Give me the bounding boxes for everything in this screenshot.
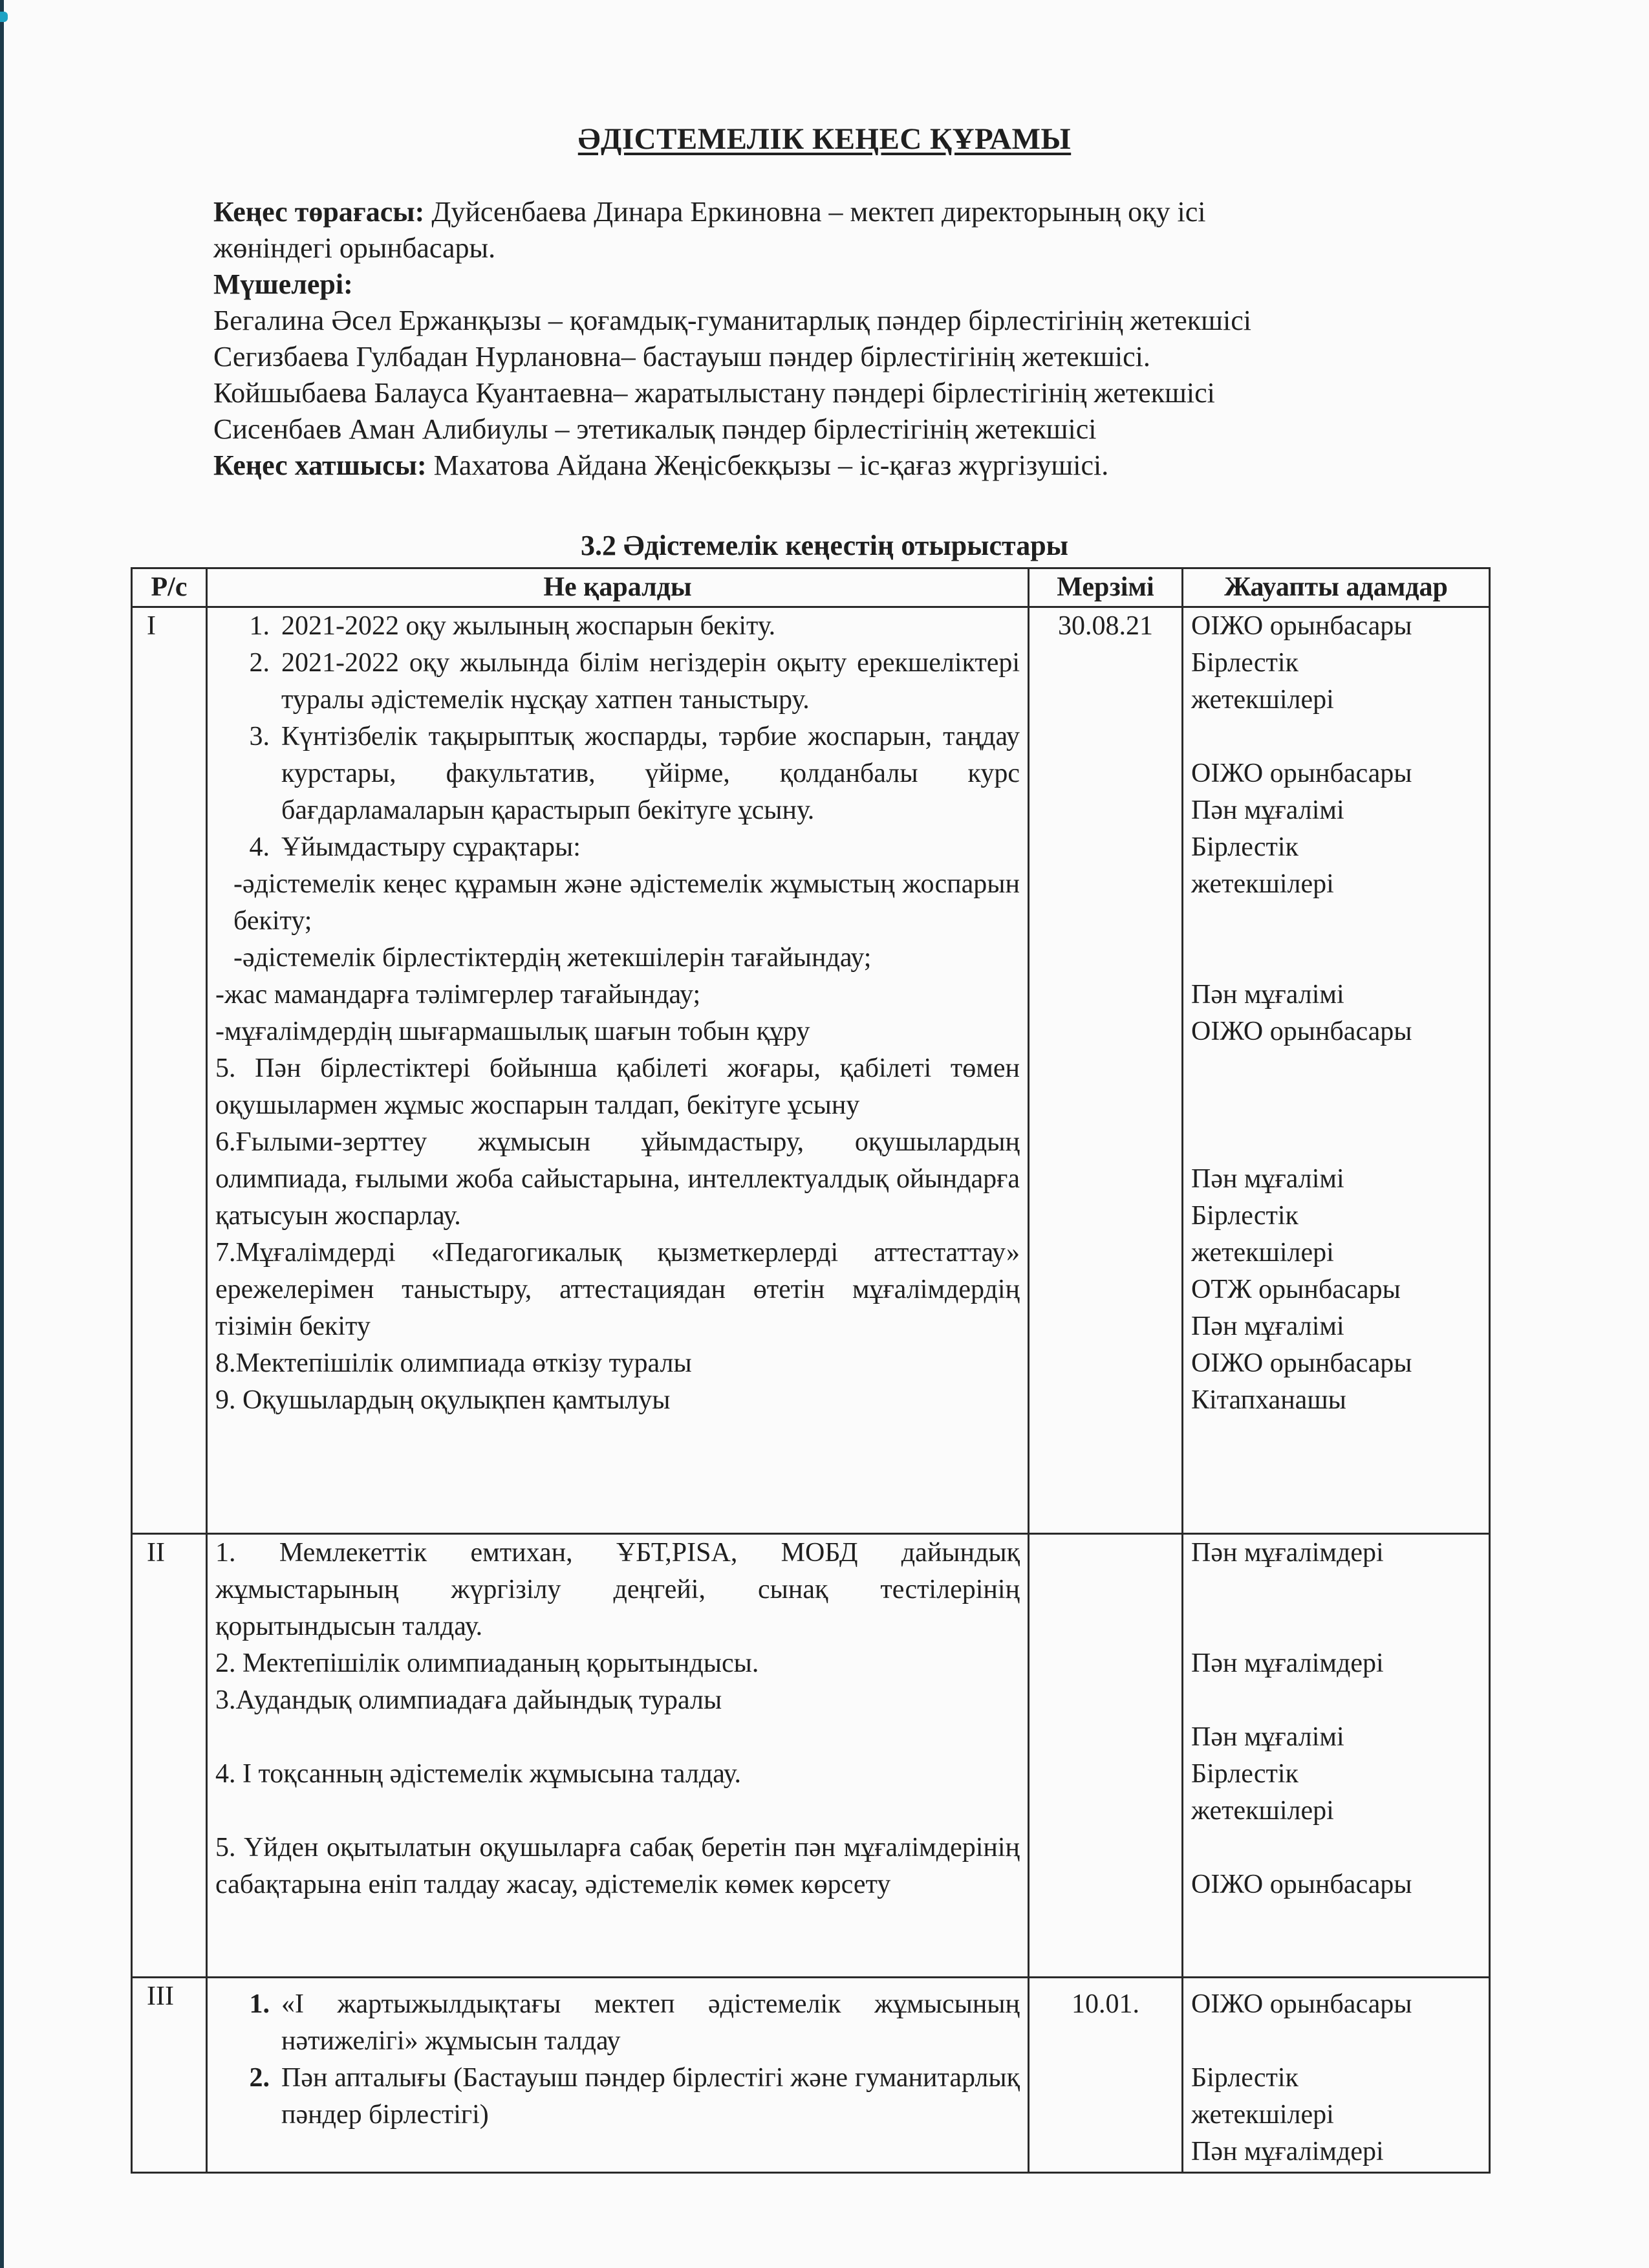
item-text: 2021-2022 оқу жылында білім негіздерін оқыту ерекшеліктері туралы әдістемелік нұсқау хатпен таныстыру. [281,648,1020,715]
row-number: I [132,607,207,1534]
table-header-row [132,568,1490,607]
responsible-line: ОТЖ орынбасары [1191,1275,1401,1304]
responsible-gap [1191,1050,1481,1087]
row-number: II [132,1534,207,1978]
secretary-line [213,448,1442,484]
topic-gap [215,1793,1020,1830]
responsible-line: Бірлестік [1191,2063,1299,2093]
topic-item [215,718,1020,829]
topic-gap [215,1719,1020,1756]
topic-line: 4. І тоқсанның әдістемелік жұмысына талдау. [215,1759,742,1789]
responsible-line: Пән мұғалімдері [1191,1648,1384,1678]
responsible-line: ОІЖО орынбасары [1191,611,1412,641]
responsible-line: ОІЖО орынбасары [1191,1989,1412,2019]
responsible-line: Пән мұғалімі [1191,1722,1344,1752]
item-text: Пән апталығы (Бастауыш пәндер бірлестігі және гуманитарлық пәндер бірлестігі) [281,2063,1020,2130]
member-item: Сисенбаев Аман Алибиулы – этетикалық пәндер бірлестігінің жетекшісі [213,413,1097,445]
topic-item [215,1986,1020,2060]
topic-line: -жас мамандарға тәлімгерлер тағайындау; [215,980,701,1010]
responsible-gap [1191,718,1481,755]
responsible-line: жетекшілері [1191,1238,1334,1268]
header-topic: Не қаралды [207,568,1029,607]
scan-edge-mark [0,12,8,22]
responsible-line: Пән мұғалімдері [1191,1538,1384,1568]
header-date: Мерзімі [1029,568,1183,607]
item-number: 2. [249,648,270,678]
row-number: ІІІ [132,1978,207,2173]
topic-line: 9. Оқушылардың оқулықпен қамтылуы [215,1385,671,1415]
table-row [132,607,1490,1534]
topic-line: 3.Аудандық олимпиадаға дайындық туралы [215,1685,722,1715]
member-item: Бегалина Әсел Ержанқызы – қоғамдық-гуманитарлық пәндер бірлестігінің жетекшісі [213,305,1251,336]
responsible-gap [1191,1124,1481,1161]
responsible-line: Пән мұғалімі [1191,1312,1344,1341]
responsible-gap [1191,1571,1481,1608]
responsible-line: Пән мұғалімі [1191,1164,1344,1194]
responsible-line: жетекшілері [1191,2100,1334,2130]
topic-line: 7.Мұғалімдерді «Педагогикалық қызметкерлерді аттестаттау» ережелерімен таныстыру, аттестациядан өтетін мұғалімдердің тізімін бекіту [215,1238,1020,1341]
responsible-gap [1191,2023,1481,2060]
responsible-line: ОІЖО орынбасары [1191,1017,1412,1046]
responsible-line: жетекшілері [1191,1796,1334,1826]
responsible-gap [1191,1682,1481,1719]
topic-line: 2. Мектепішілік олимпиаданың қорытындысы. [215,1648,759,1678]
responsible-line: Пән мұғалімі [1191,795,1344,825]
topic-line: -әдістемелік бірлестіктердің жетекшілерін тағайындау; [233,943,872,973]
responsible-gap [1191,940,1481,977]
members-label: Мүшелері: [213,268,353,300]
topic-item [215,829,1020,866]
responsible-line: ОІЖО орынбасары [1191,1870,1412,1899]
member-item: Сегизбаева Гулбадан Нурлановна– бастауыш пәндер бірлестігінің жетекшісі. [213,341,1150,373]
item-number: 1. [249,611,270,641]
responsible-line: жетекшілері [1191,869,1334,899]
item-text: Ұйымдастыру сұрақтары: [281,832,581,862]
chair-line [213,194,1442,230]
responsible-line: Бірлестік [1191,1201,1299,1231]
item-number: 2. [249,2063,270,2093]
responsible-gap [1191,1608,1481,1645]
table-caption: 3.2 Әдістемелік кеңестің отырыстары [580,530,1069,561]
secretary-label: Кеңес хатшысы: [213,449,427,481]
item-text: 2021-2022 оқу жылының жоспарын бекіту. [281,611,776,641]
item-number: 1. [249,1989,270,2019]
secretary-text: Махатова Айдана Жеңісбекқызы – іс-қағаз жүргізушісі. [426,449,1109,481]
page-title: ӘДІСТЕМЕЛІК КЕҢЕС ҚҰРАМЫ [577,122,1072,156]
topic-line: 6.Ғылыми-зерттеу жұмысын ұйымдастыру, оқушылардың олимпиада, ғылыми жоба сайыстарына, интеллектуалдық ойындарға қатысуын жоспарлау. [215,1127,1020,1231]
responsible-line: Кітапханашы [1191,1385,1346,1415]
responsible-line: Бірлестік [1191,648,1299,678]
topic-line: 1. Мемлекеттік емтихан, ҰБТ,PISA, МОБД дайындық жұмыстарының жүргізілу деңгейі, сынақ тестілерінің қорытындысын талдау. [215,1538,1020,1641]
topic-item [215,645,1020,718]
item-text: Күнтізбелік тақырыптық жоспарды, тәрбие жоспарын, таңдау курстары, факультатив, үйірме, қолданбалы курс бағдарламаларын қарастырып бекітуге ұсыну. [281,722,1020,825]
chair-line-cont: жөніндегі орынбасары. [213,232,496,264]
row-date [1029,1534,1183,1978]
item-number: 3. [249,722,270,751]
topic-line: -әдістемелік кеңес құрамын және әдістемелік жұмыстың жоспарын бекіту; [233,869,1020,936]
responsible-line: ОІЖО орынбасары [1191,1348,1412,1378]
topic-line: 8.Мектепішілік олимпиада өткізу туралы [215,1348,692,1378]
responsible-gap [1191,1830,1481,1866]
responsible-line: жетекшілері [1191,685,1334,715]
row-date: 30.08.21 [1029,607,1183,1534]
responsible-line: Бірлестік [1191,832,1299,862]
member-item: Койшыбаева Балауса Куантаевна– жаратылыстану пәндері бірлестігінің жетекшісі [213,377,1215,409]
row-topics [207,1978,1029,2173]
topic-line: 5. Пән бірлестіктері бойынша қабілеті жоғары, қабілеті төмен оқушылармен жұмыс жоспарын талдап, бекітуге ұсыну [215,1053,1020,1120]
scan-edge [0,0,4,2268]
meetings-table [131,567,1491,2174]
header-num: Р/с [132,568,207,607]
row-date: 10.01. [1029,1978,1183,2173]
row-topics [207,1534,1029,1978]
topic-item [215,2060,1020,2133]
responsible-line: Пән мұғалімдері [1191,2137,1384,2166]
topic-item [215,608,1020,645]
row-responsible [1183,1978,1490,2173]
responsible-line: Пән мұғалімі [1191,980,1344,1010]
row-responsible [1183,607,1490,1534]
responsible-gap [1191,1087,1481,1124]
chair-text: Дуйсенбаева Динара Еркиновна – мектеп директорының оқу ісі [424,196,1206,228]
header-responsible: Жауапты адамдар [1183,568,1490,607]
responsible-line: ОІЖО орынбасары [1191,759,1412,788]
responsible-line: Бірлестік [1191,1759,1299,1789]
topic-line: 5. Үйден оқытылатын оқушыларға сабақ беретін пән мұғалімдерінің сабақтарына еніп талдау жасау, әдістемелік көмек көрсету [215,1833,1020,1899]
row-topics [207,607,1029,1534]
item-number: 4. [249,832,270,862]
chair-label: Кеңес төрағасы: [213,196,425,228]
table-row [132,1978,1490,2173]
responsible-gap [1191,903,1481,940]
item-text: «І жартыжылдықтағы мектеп әдістемелік жұмысының нәтижелігі» жұмысын талдау [281,1989,1020,2056]
table-row [132,1534,1490,1978]
row-responsible [1183,1534,1490,1978]
council-composition [213,194,1442,484]
topic-line: -мұғалімдердің шығармашылық шағын тобын құру [215,1017,810,1046]
